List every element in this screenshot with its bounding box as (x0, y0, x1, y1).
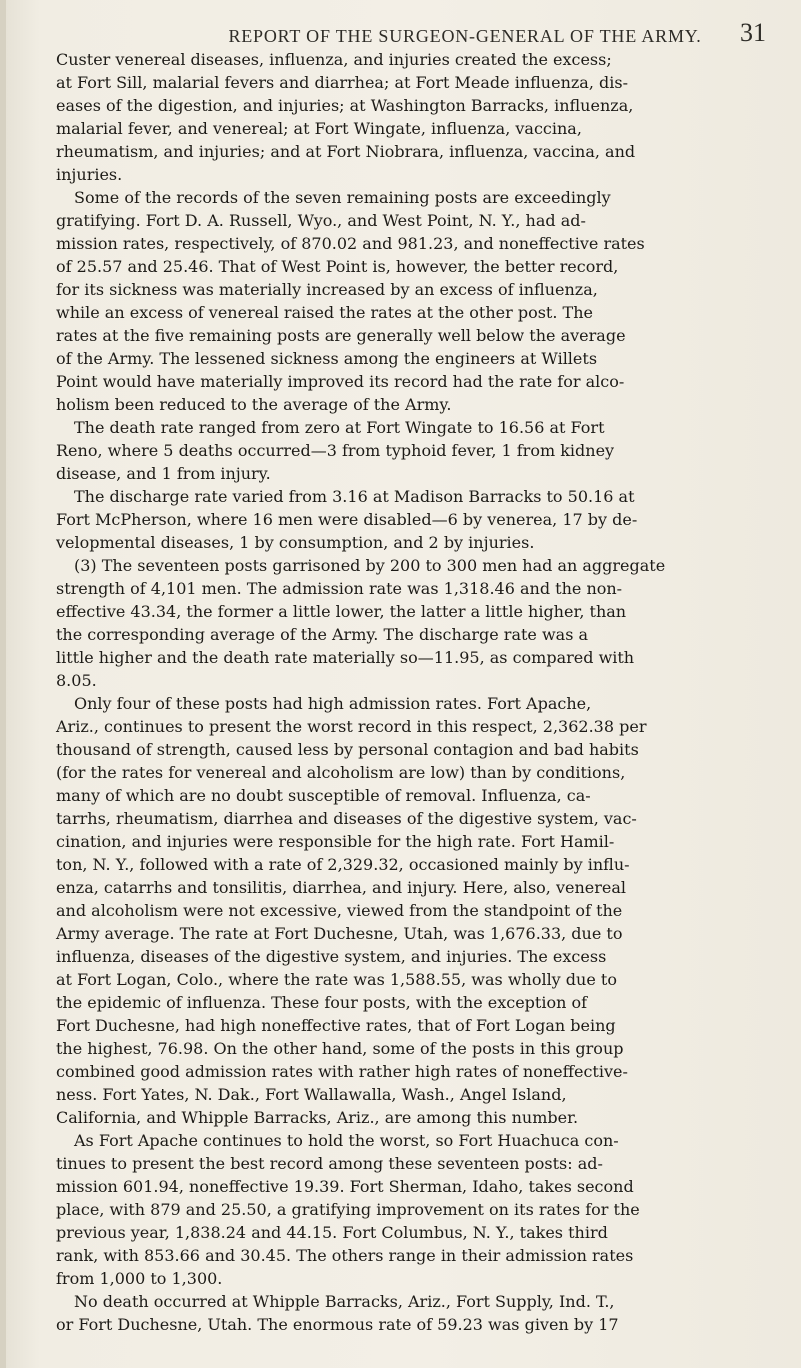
text-line: Fort McPherson, where 16 men were disabled—6 by venerea, 17 by de- (56, 510, 638, 529)
text-line: at Fort Logan, Colo., where the rate was 1,588.55, was wholly due to (56, 970, 617, 989)
text-line: ness. Fort Yates, N. Dak., Fort Wallawalla, Wash., Angel Island, (56, 1085, 567, 1104)
text-line: at Fort Sill, malarial fevers and diarrhea; at Fort Meade influenza, dis- (56, 73, 628, 92)
text-line: combined good admission rates with rather high rates of noneffective- (56, 1062, 628, 1081)
text-line: Custer venereal diseases, influenza, and injuries created the excess; (56, 50, 612, 69)
text-line: cination, and injuries were responsible for the high rate. Fort Hamil- (56, 832, 615, 851)
text-line: tinues to present the best record among these seventeen posts: ad- (56, 1154, 603, 1173)
paragraph-first-line: The discharge rate varied from 3.16 at Madison Barracks to 50.16 at (74, 487, 635, 506)
text-line: rates at the five remaining posts are generally well below the average (56, 326, 626, 345)
text-line: for its sickness was materially increased by an excess of influenza, (56, 280, 598, 299)
text-line: or Fort Duchesne, Utah. The enormous rate of 59.23 was given by 17 (56, 1315, 619, 1334)
text-line: while an excess of venereal raised the rates at the other post. The (56, 303, 593, 322)
paragraph-first-line: (3) The seventeen posts garrisoned by 200 to 300 men had an aggregate (74, 556, 666, 575)
text-line: ton, N. Y., followed with a rate of 2,329.32, occasioned mainly by influ- (56, 855, 630, 874)
text-line: California, and Whipple Barracks, Ariz., are among this number. (56, 1108, 579, 1127)
text-line: from 1,000 to 1,300. (56, 1269, 223, 1288)
text-line: Ariz., continues to present the worst record in this respect, 2,362.38 per (56, 717, 647, 736)
paragraph-first-line: The death rate ranged from zero at Fort Wingate to 16.56 at Fort (74, 418, 605, 437)
text-line: of 25.57 and 25.46. That of West Point is, however, the better record, (56, 257, 619, 276)
page-number: 31 (740, 18, 766, 47)
text-line: effective 43.34, the former a little lower, the latter a little higher, than (56, 602, 627, 621)
text-line: tarrhs, rheumatism, diarrhea and diseases of the digestive system, vac- (56, 809, 637, 828)
text-line: influenza, diseases of the digestive system, and injuries. The excess (56, 947, 607, 966)
running-head: REPORT OF THE SURGEON-GENERAL OF THE ARMY. (228, 26, 702, 46)
text-line: many of which are no doubt susceptible of removal. Influenza, ca- (56, 786, 591, 805)
text-line: mission rates, respectively, of 870.02 and 981.23, and noneffective rates (56, 234, 645, 253)
text-line: of the Army. The lessened sickness among the engineers at Willets (56, 349, 598, 368)
text-line: (for the rates for venereal and alcoholism are low) than by conditions, (56, 763, 626, 782)
text-line: thousand of strength, caused less by personal contagion and bad habits (56, 740, 639, 759)
text-line: Army average. The rate at Fort Duchesne, Utah, was 1,676.33, due to (56, 924, 623, 943)
text-line: malarial fever, and venereal; at Fort Wingate, influenza, vaccina, (56, 119, 582, 138)
text-line: and alcoholism were not excessive, viewed from the standpoint of the (56, 901, 623, 920)
text-line: strength of 4,101 men. The admission rate was 1,318.46 and the non- (56, 579, 623, 598)
paragraph-first-line: As Fort Apache continues to hold the worst, so Fort Huachuca con- (74, 1131, 619, 1150)
text-line: velopmental diseases, 1 by consumption, and 2 by injuries. (56, 533, 535, 552)
text-line: previous year, 1,838.24 and 44.15. Fort Columbus, N. Y., takes third (56, 1223, 608, 1242)
text-line: the corresponding average of the Army. The discharge rate was a (56, 625, 589, 644)
text-line: little higher and the death rate materially so—11.95, as compared with (56, 648, 635, 667)
text-line: injuries. (56, 165, 123, 184)
text-line: the highest, 76.98. On the other hand, some of the posts in this group (56, 1039, 624, 1058)
text-line: Point would have materially improved its record had the rate for alco- (56, 372, 625, 391)
text-line: mission 601.94, noneffective 19.39. Fort Sherman, Idaho, takes second (56, 1177, 634, 1196)
page-binding-edge (0, 0, 6, 1368)
text-line: place, with 879 and 25.50, a gratifying improvement on its rates for the (56, 1200, 640, 1219)
text-line: the epidemic of influenza. These four posts, with the exception of (56, 993, 588, 1012)
paragraph-first-line: Some of the records of the seven remaining posts are exceedingly (74, 188, 611, 207)
text-line: eases of the digestion, and injuries; at Washington Barracks, influenza, (56, 96, 634, 115)
paragraph-first-line: No death occurred at Whipple Barracks, Ariz., Fort Supply, Ind. T., (74, 1292, 615, 1311)
text-line: disease, and 1 from injury. (56, 464, 271, 483)
text-line: rank, with 853.66 and 30.45. The others range in their admission rates (56, 1246, 634, 1265)
text-line: gratifying. Fort D. A. Russell, Wyo., and West Point, N. Y., had ad- (56, 211, 586, 230)
text-line: enza, catarrhs and tonsilitis, diarrhea, and injury. Here, also, venereal (56, 878, 627, 897)
paragraph-first-line: Only four of these posts had high admission rates. Fort Apache, (74, 694, 592, 713)
text-line: rheumatism, and injuries; and at Fort Niobrara, influenza, vaccina, and (56, 142, 636, 161)
text-line: Fort Duchesne, had high noneffective rates, that of Fort Logan being (56, 1016, 616, 1035)
text-line: holism been reduced to the average of the Army. (56, 395, 452, 414)
text-line: Reno, where 5 deaths occurred—3 from typhoid fever, 1 from kidney (56, 441, 615, 460)
text-line: 8.05. (56, 671, 97, 690)
